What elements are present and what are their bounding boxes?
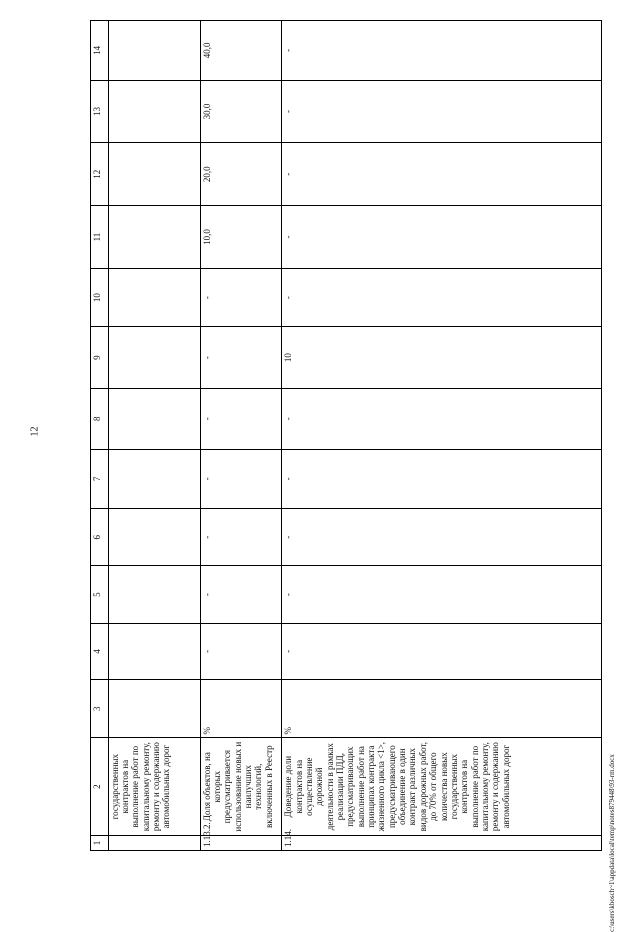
value-cell: 20,0: [200, 143, 282, 206]
value-cell: -: [282, 80, 602, 143]
page-number: 12: [29, 426, 41, 437]
header-cell: 7: [91, 449, 109, 509]
value-cell: -: [282, 21, 602, 81]
value-cell: -: [282, 566, 602, 623]
header-cell: 3: [91, 680, 109, 738]
header-cell: 4: [91, 623, 109, 679]
value-cell: -: [282, 623, 602, 679]
value-cell: [108, 143, 200, 206]
header-row: [91, 21, 109, 851]
value-cell: [108, 80, 200, 143]
value-cell: [108, 509, 200, 566]
value-cell: -: [200, 449, 282, 509]
header-cell: 2: [91, 738, 109, 835]
header-cell: 1: [91, 835, 109, 850]
value-cell: -: [200, 623, 282, 679]
row-number: 1.14.: [282, 835, 602, 850]
value-cell: 10,0: [200, 206, 282, 269]
header-cell: 12: [91, 143, 109, 206]
value-cell: [108, 566, 200, 623]
header-cell: 5: [91, 566, 109, 623]
value-cell: -: [200, 388, 282, 449]
value-cell: -: [282, 268, 602, 326]
row-number: 1.13.2.: [200, 835, 282, 850]
value-cell: [108, 449, 200, 509]
header-cell: 10: [91, 268, 109, 326]
value-cell: [108, 327, 200, 389]
value-cell: [108, 206, 200, 269]
value-cell: 30,0: [200, 80, 282, 143]
value-cell: [108, 268, 200, 326]
value-cell: 10: [282, 327, 602, 389]
row-unit: %: [282, 680, 602, 738]
value-cell: [108, 21, 200, 81]
value-cell: -: [282, 143, 602, 206]
file-path-footer: c:\users\kbosch~1\appdata\local\temp\notes879448\93-rm.docx: [608, 754, 616, 932]
header-cell: 6: [91, 509, 109, 566]
value-cell: 40,0: [200, 21, 282, 81]
value-cell: -: [282, 449, 602, 509]
value-cell: -: [200, 327, 282, 389]
row-number: [108, 835, 200, 850]
row-unit: [108, 680, 200, 738]
header-cell: 9: [91, 327, 109, 389]
value-cell: -: [282, 388, 602, 449]
table-row: [200, 21, 282, 851]
header-cell: 13: [91, 80, 109, 143]
rotated-table-area: [90, 20, 602, 851]
row-description: Доведение доли контрактов на осуществление дорожной деятельности в рамках реализации ПДД, предусматривающих выполнение работ на принципах контракта жизненного цикла <1>, предусматривающего объединение в один контракт различных видов дорожных работ, до 70% от общего количества новых государственных контрактов на выполнение работ по капитальному ремонту, ремонту и содержанию автомобильных дорог: [282, 738, 602, 835]
table-row: [282, 21, 602, 851]
row-unit: %: [200, 680, 282, 738]
row-description: государственных контрактов на выполнение работ по капитальному ремонту, ремонту и содержанию автомобильных дорог: [108, 738, 200, 835]
table-row: [108, 21, 200, 851]
header-cell: 11: [91, 206, 109, 269]
header-cell: 8: [91, 388, 109, 449]
value-cell: -: [200, 509, 282, 566]
value-cell: -: [200, 566, 282, 623]
indicators-table: [90, 20, 602, 851]
value-cell: -: [282, 206, 602, 269]
value-cell: -: [282, 509, 602, 566]
header-cell: 14: [91, 21, 109, 81]
value-cell: [108, 623, 200, 679]
value-cell: -: [200, 268, 282, 326]
value-cell: [108, 388, 200, 449]
row-description: Доля объектов, на которых предусматривается использование новых и наилучших технологий, включенных в Реестр: [200, 738, 282, 835]
table-container: [90, 20, 602, 851]
